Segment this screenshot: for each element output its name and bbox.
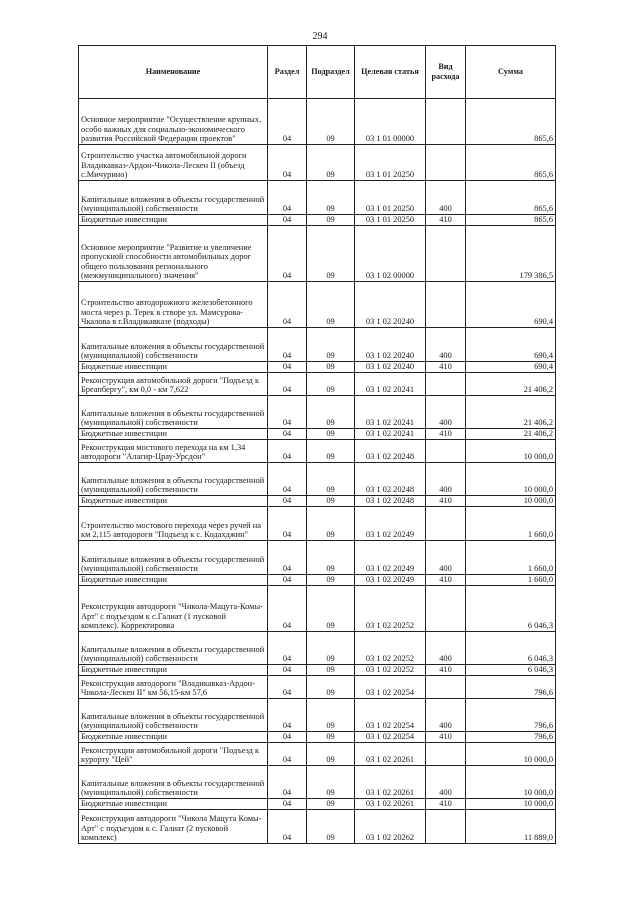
cell-name: Реконструкция автомобильной дороги "Подъезд к курорту "Цей" [79, 743, 268, 766]
cell-sum: 796,6 [466, 676, 556, 699]
cell-sum: 10 000,0 [466, 463, 556, 496]
table-row [79, 496, 556, 507]
table-row [79, 699, 556, 732]
cell-expense-type: 410 [426, 575, 466, 586]
cell-subsection: 09 [307, 799, 355, 810]
cell-section: 04 [268, 496, 307, 507]
cell-section: 04 [268, 766, 307, 799]
cell-sum: 10 000,0 [466, 496, 556, 507]
table-row [79, 463, 556, 496]
cell-subsection: 09 [307, 541, 355, 575]
cell-target: 03 1 02 20261 [355, 766, 426, 799]
cell-name: Реконструкция мостового перехода на км 1,34 автодороги "Алагир-Црау-Урсдон" [79, 440, 268, 463]
table-row [79, 766, 556, 799]
cell-name: Капитальные вложения в объекты государственной (муниципальной) собственности [79, 463, 268, 496]
cell-section: 04 [268, 575, 307, 586]
cell-sum: 865,6 [466, 215, 556, 226]
cell-subsection: 09 [307, 496, 355, 507]
cell-expense-type [426, 373, 466, 396]
cell-section: 04 [268, 699, 307, 732]
cell-sum: 690,4 [466, 328, 556, 362]
table-row [79, 373, 556, 396]
cell-section: 04 [268, 665, 307, 676]
cell-target: 03 1 02 20261 [355, 799, 426, 810]
cell-section: 04 [268, 632, 307, 665]
cell-sum: 690,4 [466, 362, 556, 373]
cell-expense-type: 400 [426, 699, 466, 732]
cell-section: 04 [268, 810, 307, 844]
table-row [79, 145, 556, 181]
table-row [79, 676, 556, 699]
cell-section: 04 [268, 145, 307, 181]
table-row [79, 732, 556, 743]
cell-sum: 690,4 [466, 282, 556, 328]
cell-section: 04 [268, 507, 307, 541]
cell-name: Капитальные вложения в объекты государственной (муниципальной) собственности [79, 632, 268, 665]
cell-expense-type: 410 [426, 429, 466, 440]
table-row [79, 429, 556, 440]
cell-name: Капитальные вложения в объекты государственной (муниципальной) собственности [79, 699, 268, 732]
cell-target: 03 1 02 20249 [355, 575, 426, 586]
cell-target: 03 1 02 20241 [355, 429, 426, 440]
cell-sum: 865,6 [466, 181, 556, 215]
cell-target: 03 1 02 20240 [355, 328, 426, 362]
table-row [79, 99, 556, 145]
cell-subsection: 09 [307, 145, 355, 181]
cell-sum: 6 046,3 [466, 665, 556, 676]
cell-name: Строительство участка автомобильной дороги Владикавказ-Ардон-Чикола-Лескен II (объезд с.Мичурино) [79, 145, 268, 181]
cell-section: 04 [268, 799, 307, 810]
cell-sum: 1 660,0 [466, 507, 556, 541]
cell-sum: 10 000,0 [466, 743, 556, 766]
cell-section: 04 [268, 676, 307, 699]
cell-expense-type: 400 [426, 328, 466, 362]
cell-sum: 1 660,0 [466, 575, 556, 586]
cell-section: 04 [268, 541, 307, 575]
cell-target: 03 1 01 00000 [355, 99, 426, 145]
cell-target: 03 1 02 20241 [355, 396, 426, 429]
cell-subsection: 09 [307, 396, 355, 429]
cell-section: 04 [268, 373, 307, 396]
table-row [79, 328, 556, 362]
cell-subsection: 09 [307, 810, 355, 844]
table-row [79, 507, 556, 541]
cell-sum: 796,6 [466, 732, 556, 743]
cell-name: Строительство автодорожного железобетонного моста через р. Терек в створе ул. Мамсурова-Чкалова в г.Владикавказе (подходы) [79, 282, 268, 328]
cell-section: 04 [268, 732, 307, 743]
cell-expense-type [426, 99, 466, 145]
cell-subsection: 09 [307, 226, 355, 282]
cell-target: 03 1 02 20252 [355, 665, 426, 676]
table-row [79, 215, 556, 226]
cell-expense-type [426, 145, 466, 181]
cell-name: Реконструкция автодороги "Чикола-Мацута-Комы-Арт" с подъездом к с.Галиат (1 пусковой комплекс). Корректировка [79, 586, 268, 632]
cell-target: 03 1 02 20248 [355, 440, 426, 463]
cell-target: 03 1 02 20241 [355, 373, 426, 396]
cell-subsection: 09 [307, 463, 355, 496]
budget-table [78, 45, 556, 844]
cell-expense-type: 400 [426, 632, 466, 665]
cell-target: 03 1 01 20250 [355, 181, 426, 215]
cell-target: 03 1 02 20254 [355, 699, 426, 732]
cell-name: Бюджетные инвестиции [79, 799, 268, 810]
cell-subsection: 09 [307, 362, 355, 373]
cell-expense-type [426, 282, 466, 328]
cell-subsection: 09 [307, 743, 355, 766]
cell-sum: 10 000,0 [466, 440, 556, 463]
cell-name: Капитальные вложения в объекты государственной (муниципальной) собственности [79, 328, 268, 362]
cell-name: Капитальные вложения в объекты государственной (муниципальной) собственности [79, 181, 268, 215]
cell-section: 04 [268, 328, 307, 362]
cell-target: 03 1 02 20240 [355, 362, 426, 373]
cell-subsection: 09 [307, 732, 355, 743]
cell-expense-type [426, 676, 466, 699]
cell-section: 04 [268, 586, 307, 632]
cell-name: Бюджетные инвестиции [79, 429, 268, 440]
table-row [79, 282, 556, 328]
header-target: Целевая статья [355, 46, 426, 99]
cell-subsection: 09 [307, 99, 355, 145]
cell-section: 04 [268, 99, 307, 145]
table-row [79, 575, 556, 586]
header-subsection: Подраздел [307, 46, 355, 99]
cell-expense-type: 400 [426, 463, 466, 496]
page-number: 294 [312, 31, 328, 42]
cell-subsection: 09 [307, 632, 355, 665]
cell-target: 03 1 02 00000 [355, 226, 426, 282]
table-row [79, 665, 556, 676]
cell-target: 03 1 02 20249 [355, 507, 426, 541]
cell-subsection: 09 [307, 665, 355, 676]
cell-sum: 21 406,2 [466, 429, 556, 440]
cell-section: 04 [268, 440, 307, 463]
table-row [79, 396, 556, 429]
cell-name: Бюджетные инвестиции [79, 575, 268, 586]
cell-expense-type: 400 [426, 181, 466, 215]
cell-expense-type [426, 586, 466, 632]
cell-subsection: 09 [307, 215, 355, 226]
cell-expense-type: 400 [426, 766, 466, 799]
cell-expense-type: 410 [426, 496, 466, 507]
cell-section: 04 [268, 362, 307, 373]
table-row [79, 181, 556, 215]
cell-name: Реконструкция автодороги "Владикавказ-Ардон-Чикола-Лескен II" км 56,15-км 57,6 [79, 676, 268, 699]
header-name: Наименование [79, 46, 268, 99]
cell-name: Капитальные вложения в объекты государственной (муниципальной) собственности [79, 396, 268, 429]
cell-subsection: 09 [307, 440, 355, 463]
cell-subsection: 09 [307, 586, 355, 632]
cell-subsection: 09 [307, 282, 355, 328]
cell-subsection: 09 [307, 699, 355, 732]
cell-subsection: 09 [307, 373, 355, 396]
cell-sum: 6 046,3 [466, 586, 556, 632]
cell-sum: 865,6 [466, 99, 556, 145]
cell-expense-type: 400 [426, 396, 466, 429]
cell-target: 03 1 02 20262 [355, 810, 426, 844]
cell-subsection: 09 [307, 328, 355, 362]
cell-expense-type [426, 440, 466, 463]
cell-sum: 865,6 [466, 145, 556, 181]
cell-name: Реконструкция автомобильной дороги "Подъезд к Бреапбергу", км 0,0 - км 7,622 [79, 373, 268, 396]
table-row [79, 743, 556, 766]
cell-section: 04 [268, 181, 307, 215]
table-row [79, 541, 556, 575]
cell-sum: 1 660,0 [466, 541, 556, 575]
cell-subsection: 09 [307, 676, 355, 699]
cell-sum: 796,6 [466, 699, 556, 732]
cell-target: 03 1 02 20248 [355, 496, 426, 507]
cell-subsection: 09 [307, 181, 355, 215]
cell-target: 03 1 02 20249 [355, 541, 426, 575]
table-row [79, 440, 556, 463]
header-expense-type: Вид расхода [426, 46, 466, 99]
cell-target: 03 1 02 20254 [355, 676, 426, 699]
cell-expense-type [426, 226, 466, 282]
cell-target: 03 1 02 20261 [355, 743, 426, 766]
table-row [79, 586, 556, 632]
cell-name: Бюджетные инвестиции [79, 665, 268, 676]
cell-target: 03 1 02 20252 [355, 632, 426, 665]
cell-subsection: 09 [307, 429, 355, 440]
cell-section: 04 [268, 396, 307, 429]
table-row [79, 226, 556, 282]
cell-expense-type: 400 [426, 541, 466, 575]
cell-sum: 10 000,0 [466, 799, 556, 810]
cell-name: Реконструкция автодороги "Чикола Мацута Комы-Арт" с подъездом к с. Галиат (2 пусковой комплекс) [79, 810, 268, 844]
cell-subsection: 09 [307, 766, 355, 799]
cell-section: 04 [268, 463, 307, 496]
cell-target: 03 1 02 20248 [355, 463, 426, 496]
table-header-row [79, 46, 556, 99]
table-row [79, 362, 556, 373]
cell-target: 03 1 01 20250 [355, 215, 426, 226]
table-row [79, 632, 556, 665]
cell-section: 04 [268, 226, 307, 282]
cell-sum: 179 386,5 [466, 226, 556, 282]
cell-sum: 10 000,0 [466, 766, 556, 799]
cell-target: 03 1 02 20240 [355, 282, 426, 328]
cell-target: 03 1 01 20250 [355, 145, 426, 181]
cell-name: Основное мероприятие "Развитие и увеличение пропускной способности автомобильных дорог общего пользования регионального (межмуниципального) значения" [79, 226, 268, 282]
cell-section: 04 [268, 743, 307, 766]
cell-sum: 21 406,2 [466, 373, 556, 396]
cell-name: Бюджетные инвестиции [79, 362, 268, 373]
cell-subsection: 09 [307, 575, 355, 586]
cell-sum: 11 889,0 [466, 810, 556, 844]
header-sum: Сумма [466, 46, 556, 99]
cell-name: Основное мероприятие "Осуществление крупных, особо важных для социально-экономического развития Российской Федерации проектов" [79, 99, 268, 145]
table-row [79, 810, 556, 844]
cell-expense-type [426, 743, 466, 766]
table-body [79, 99, 556, 844]
cell-name: Бюджетные инвестиции [79, 732, 268, 743]
cell-sum: 21 406,2 [466, 396, 556, 429]
cell-name: Капитальные вложения в объекты государственной (муниципальной) собственности [79, 766, 268, 799]
cell-section: 04 [268, 282, 307, 328]
cell-expense-type: 410 [426, 215, 466, 226]
table-row [79, 799, 556, 810]
cell-expense-type: 410 [426, 362, 466, 373]
cell-name: Капитальные вложения в объекты государственной (муниципальной) собственности [79, 541, 268, 575]
header-section: Раздел [268, 46, 307, 99]
cell-expense-type: 410 [426, 665, 466, 676]
cell-section: 04 [268, 429, 307, 440]
cell-target: 03 1 02 20254 [355, 732, 426, 743]
cell-name: Строительство мостового перехода через ручей на км 2,115 автодороги "Подъезд к с. Кодахджин" [79, 507, 268, 541]
cell-target: 03 1 02 20252 [355, 586, 426, 632]
cell-section: 04 [268, 215, 307, 226]
cell-expense-type [426, 507, 466, 541]
cell-subsection: 09 [307, 507, 355, 541]
cell-name: Бюджетные инвестиции [79, 215, 268, 226]
cell-expense-type [426, 810, 466, 844]
cell-name: Бюджетные инвестиции [79, 496, 268, 507]
cell-sum: 6 046,3 [466, 632, 556, 665]
cell-expense-type: 410 [426, 799, 466, 810]
cell-expense-type: 410 [426, 732, 466, 743]
